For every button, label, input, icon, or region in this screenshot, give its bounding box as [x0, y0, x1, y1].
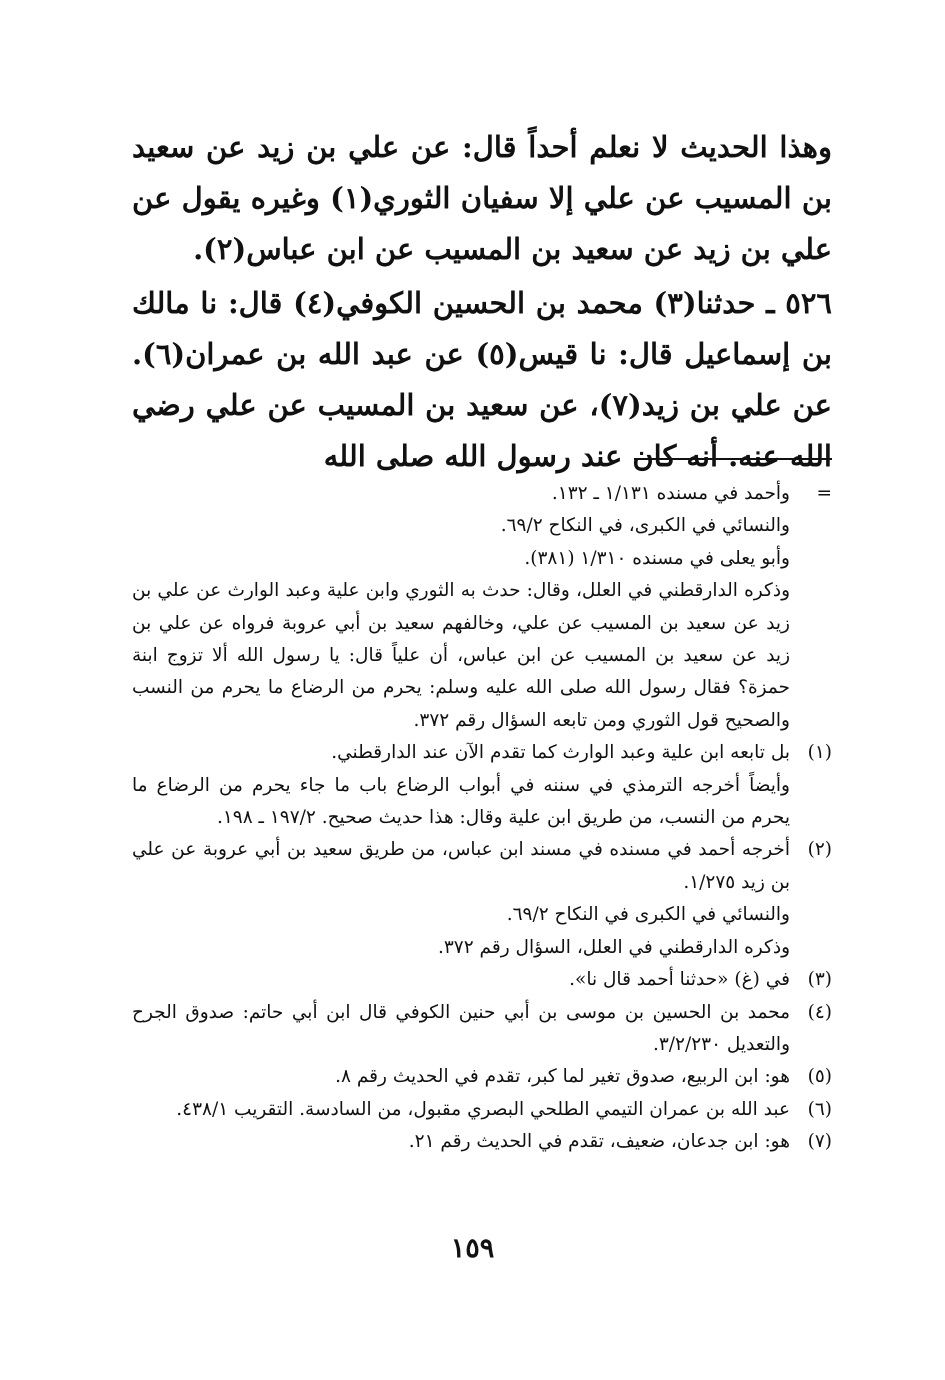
footnote-1: [132, 737, 832, 769]
main-paragraph-2: [132, 278, 832, 482]
footnote-1-text: بل تابعه ابن علية وعبد الوارث كما تقدم الآن عند الدارقطني.: [331, 742, 790, 764]
continuation-marker: =: [816, 483, 832, 504]
main-text-1: وهذا الحديث لا نعلم أحداً قال: عن علي بن زيد عن سعيد بن المسيب عن علي إلا سفيان الثوري(١) وغيره يقول عن علي بن زيد عن سعيد بن المسيب عن ابن عباس(٢).: [132, 130, 832, 266]
footnote-4-marker: (٤): [807, 1001, 832, 1023]
continuation-line-2: والنسائي في الكبرى، في النكاح ٦٩/٢.: [500, 515, 790, 537]
footnote-1-extra: وأيضاً أخرجه الترمذي في سننه في أبواب الرضاع باب ما جاء يحرم من الرضاع ما يحرم من النسب، من طريق ابن علية وقال: هذا حديث صحيح. ١٩٧/٢ ـ ١٩٨.: [132, 774, 790, 829]
footnote-3-text: في (غ) «حدثنا أحمد قال نا».: [569, 969, 790, 991]
footnote-2-extra-2: وذكره الدارقطني في العلل، السؤال رقم ٣٧٢.: [437, 936, 790, 958]
footnote-4-text: محمد بن الحسين بن موسى بن أبي حنين الكوفي قال ابن أبي حاتم: صدوق الجرح والتعديل ٣/٢/٢٣٠.: [132, 1001, 790, 1055]
footnote-6: [132, 1094, 832, 1126]
footnote-4: [132, 997, 832, 1062]
footnote-1-marker: (١): [807, 742, 832, 764]
footnotes: [132, 478, 832, 1159]
footnote-2-marker: (٢): [807, 839, 832, 861]
footnote-6-marker: (٦): [807, 1098, 832, 1120]
hadith-526-text: ٥٢٦ ـ حدثنا(٣) محمد بن الحسين الكوفي(٤) قال: نا مالك بن إسماعيل قال: نا قيس(٥) عن عبد الله بن عمران(٦). عن علي بن زيد(٧)، عن سعيد بن المسيب عن علي رضي الله عنه. أنه كان عند رسول الله صلى الله: [132, 286, 833, 473]
footnote-3: [132, 964, 832, 996]
footnote-5: [132, 1061, 832, 1093]
footnote-2-text: أخرجه أحمد في مسنده في مسند ابن عباس، من طريق سعيد بن أبي عروبة عن علي بن زيد ١/٢٧٥.: [132, 839, 790, 893]
continuation-line-1: وأحمد في مسنده ١/١٣١ ـ ١٣٢.: [551, 483, 790, 504]
footnote-7-text: هو: ابن جدعان، ضعيف، تقدم في الحديث رقم ٢١.: [408, 1131, 790, 1153]
footnote-separator: [634, 458, 832, 460]
continuation-paragraph: وذكره الدارقطني في العلل، وقال: حدث به الثوري وابن علية وعبد الوارث عن علي بن زيد عن سعيد بن المسيب عن علي، وخالفهم سعيد بن أبي عروبة فرواه عن علي بن زيد عن سعيد بن المسيب عن ابن عباس، أن علياً قال: يا رسول الله ألا تزوج ابنة حمزة؟ فقال رسول الله صلى الله عليه وسلم: يحرم من الرضاع ما يحرم من النسب والصحيح قول الثوري ومن تابعه السؤال رقم ٣٧٢.: [132, 580, 790, 731]
footnote-2-extra-1: والنسائي في الكبرى في النكاح ٦٩/٢.: [506, 904, 790, 926]
page-number: ١٥٩: [450, 1233, 495, 1264]
footnote-7: [132, 1126, 832, 1158]
footnote-3-marker: (٣): [807, 969, 832, 991]
footnote-7-marker: (٧): [807, 1131, 832, 1153]
continuation-line-3: وأبو يعلى في مسنده ١/٣١٠ (٣٨١).: [524, 547, 790, 569]
footnote-2: [132, 834, 832, 899]
footnote-6-text: عبد الله بن عمران التيمي الطلحي البصري مقبول، من السادسة. التقريب ٤٣٨/١.: [176, 1098, 790, 1120]
footnote-5-marker: (٥): [807, 1066, 832, 1088]
footnote-5-text: هو: ابن الربيع، صدوق تغير لما كبر، تقدم في الحديث رقم ٨.: [335, 1066, 790, 1088]
footnote-continuation: [132, 478, 832, 510]
main-paragraph-1: [132, 122, 832, 275]
